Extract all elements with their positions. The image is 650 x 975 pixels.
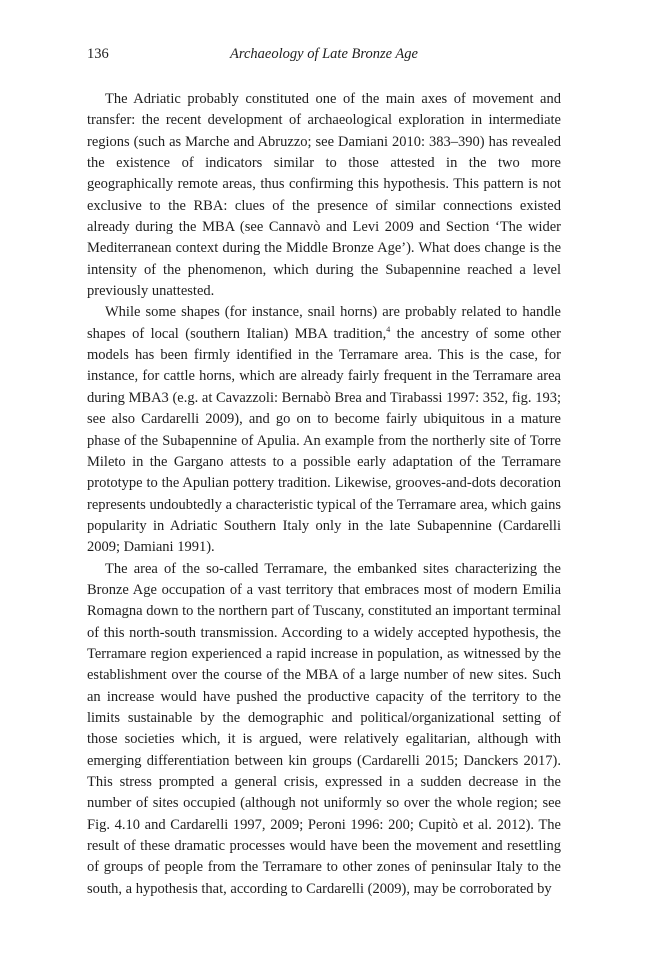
paragraph-handle-shapes — [87, 302, 561, 558]
footnote-marker[interactable]: 4 — [386, 324, 391, 334]
running-title: Archaeology of Late Bronze Age — [230, 46, 418, 62]
paragraph-text-before-note: While some shapes (for instance, snail horns) are probably related to handle shapes of local (southern Italian) MBA tradition, — [87, 304, 561, 342]
page-number: 136 — [87, 46, 109, 62]
body-text — [87, 89, 561, 900]
page-header — [87, 46, 561, 68]
paragraph-adriatic: The Adriatic probably constituted one of the main axes of movement and transfer: the recent development of archaeological exploration in intermediate regions (such as Marche and Abruzzo; see Damiani 2010: 383–390) has revealed the existence of indicators similar to those attested in the two more geographically remote areas, thus confirming this hypothesis. This pattern is not exclusive to the RBA: clues of the presence of similar connections existed already during the MBA (see Cannavò and Levi 2009 and Section ‘The wider Mediterranean context during the Middle Bronze Age’). What does change is the intensity of the phenomenon, which during the Subapennine reached a level previously unattested. — [87, 91, 561, 300]
paragraph-terramare: The area of the so-called Terramare, the embanked sites characterizing the Bronze Age occupation of a vast territory that embraces most of modern Emilia Romagna down to the northern part of Tuscany, constituted an important terminal of this north-south transmission. According to a widely accepted hypothesis, the Terramare region experienced a rapid increase in population, as witnessed by the establishment over the course of the MBA of a large number of new sites. Such an increase would have pushed the productive capacity of the territory to the limits sustainable by the demographic and political/organizational setting of those societies which, it is argued, were relatively egalitarian, although with emerging differentiation between kin groups (Cardarelli 2015; Danckers 2017). This stress prompted a general crisis, expressed in a sudden decrease in the number of sites occupied (although not uniformly so over the whole region; see Fig. 4.10 and Cardarelli 1997, 2009; Peroni 1996: 200; Cupitò et al. 2012). The result of these dramatic processes would have been the movement and resettling of groups of people from the Terramare to other zones of peninsular Italy to the south, a hypothesis that, according to Cardarelli (2009), may be corroborated by — [87, 560, 561, 897]
paragraph-text-after-note: the ancestry of some other models has been firmly identified in the Terramare area. This is the case, for instance, for cattle horns, which are already fairly frequent in the Terramare area during MBA3 (e.g. at Cavazzoli: Bernabò Brea and Tirabassi 1997: 352, fig. 193; see also Cardarelli 2009), and go on to become fairly ubiquitous in a mature phase of the Subapennine of Apulia. An example from the northerly site of Torre Mileto in the Gargano attests to a possible early adaptation of the Terramare prototype to the Apulian pottery tradition. Likewise, grooves-and-dots decoration represents undoubtedly a characteristic typical of the Terramare area, which gains popularity in Adriatic Southern Italy only in the late Subapennine (Cardarelli 2009; Damiani 1991). — [87, 325, 561, 556]
